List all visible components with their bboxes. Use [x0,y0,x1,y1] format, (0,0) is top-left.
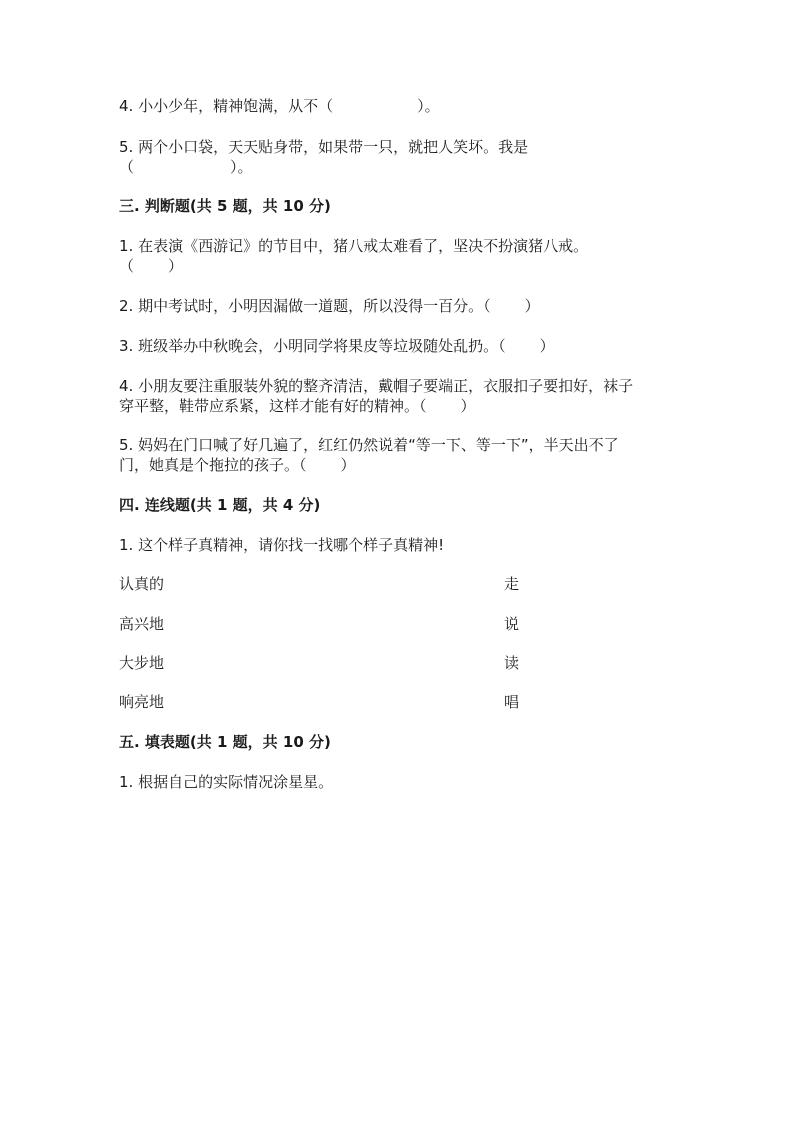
match-left-item[interactable]: 大步地 [119,654,165,672]
judge-q4-line1: 4. 小朋友要注重服装外貌的整齐清洁，戴帽子要端正，衣服扣子要扣好，袜子 [119,377,634,395]
match-right-item[interactable]: 走 [504,575,520,593]
judge-q2: 2. 期中考试时，小明因漏做一道题，所以没得一百分。（ ） [119,297,540,315]
matching-q1: 1. 这个样子真精神，请你找一找哪个样子真精神! [119,536,445,554]
match-right-item[interactable]: 说 [504,615,520,633]
table-q1: 1. 根据自己的实际情况涂星星。 [119,773,334,791]
section-3-title: 三. 判断题(共 5 题，共 10 分) [119,197,331,215]
match-right-item[interactable]: 读 [504,654,520,672]
judge-q1-line2: （ ） [119,257,184,275]
match-left-item[interactable]: 响亮地 [119,693,165,711]
match-left-item[interactable]: 认真的 [119,575,165,593]
judge-q4-line2: 穿平整，鞋带应系紧，这样才能有好的精神。（ ） [119,397,476,415]
fill-blank-q5-line2: （ ）。 [119,158,253,176]
match-left-item[interactable]: 高兴地 [119,615,165,633]
fill-blank-q4: 4. 小小少年，精神饱满，从不（ ）。 [119,97,440,115]
section-5-title: 五. 填表题(共 1 题，共 10 分) [119,733,331,751]
fill-blank-q5-line1: 5. 两个小口袋，天天贴身带，如果带一只，就把人笑坏。我是 [119,138,529,156]
judge-q1-line1: 1. 在表演《西游记》的节目中，猪八戒太难看了，坚决不扮演猪八戒。 [119,237,589,255]
judge-q5-line2: 门，她真是个拖拉的孩子。（ ） [119,456,356,474]
section-4-title: 四. 连线题(共 1 题，共 4 分) [119,496,321,514]
judge-q5-line1: 5. 妈妈在门口喊了好几遍了，红红仍然说着“等一下、等一下”，半天出不了 [119,436,619,454]
judge-q3: 3. 班级举办中秋晚会，小明同学将果皮等垃圾随处乱扔。（ ） [119,337,555,355]
match-right-item[interactable]: 唱 [504,693,520,711]
